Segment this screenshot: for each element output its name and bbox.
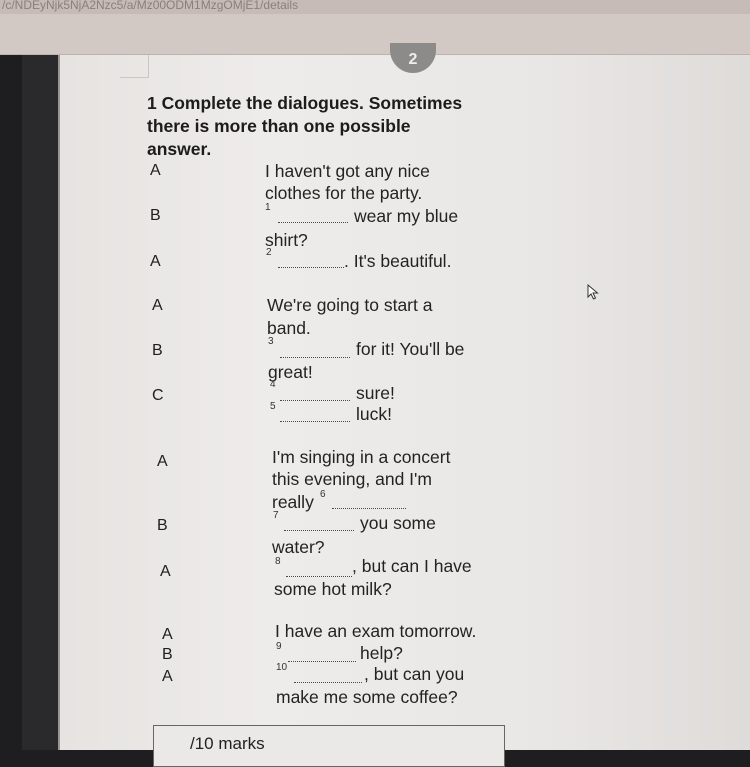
- dialogue-line: I have an exam tomorrow.: [275, 621, 477, 641]
- url-bar[interactable]: [0, 0, 750, 14]
- gap-number: 6: [320, 489, 326, 500]
- speaker-label: B: [152, 342, 163, 359]
- speaker-label: A: [160, 563, 171, 580]
- dialogue-line: band.: [267, 318, 311, 338]
- dialogue-line: water?: [272, 537, 325, 557]
- answer-blank-7[interactable]: [284, 530, 354, 531]
- dialogue-line: We're going to start a: [267, 295, 433, 315]
- speaker-label: B: [162, 646, 173, 663]
- gap-number: 4: [270, 379, 276, 390]
- answer-blank-1[interactable]: [278, 222, 348, 223]
- speaker-label: C: [152, 387, 164, 404]
- dialogue-line: help?: [360, 643, 403, 663]
- speaker-label: A: [152, 297, 163, 314]
- gap-number: 5: [270, 401, 276, 412]
- speaker-label: A: [162, 668, 173, 685]
- page-number-badge: [390, 43, 436, 73]
- instruction-line-1: 1 Complete the dialogues. Sometimes: [147, 93, 463, 113]
- gap-number: 10: [276, 662, 288, 673]
- answer-blank-3[interactable]: [280, 357, 350, 358]
- answer-blank-6[interactable]: [332, 508, 406, 509]
- gap-number: 1: [265, 202, 271, 213]
- gap-number: 2: [266, 247, 272, 258]
- dialogue-line: luck!: [356, 404, 392, 424]
- answer-blank-4[interactable]: [280, 400, 350, 401]
- page-fold-mark: [120, 55, 149, 78]
- answer-blank-10[interactable]: [294, 682, 362, 683]
- gap-number: 7: [273, 510, 279, 521]
- dark-margin: [22, 55, 58, 750]
- speaker-label: B: [157, 517, 168, 534]
- speaker-label: B: [150, 207, 161, 224]
- marks-label: /10 marks: [190, 734, 265, 753]
- dialogue-line: for it! You'll be: [356, 339, 465, 359]
- gap-number: 8: [275, 556, 281, 567]
- url-text: /c/NDEyNjk5NjA2Nzc5/a/Mz00ODM1MzgOMjE1/details: [2, 0, 299, 12]
- gap-number: 3: [268, 336, 274, 347]
- speaker-label: A: [157, 453, 168, 470]
- dialogue-line: great!: [268, 362, 313, 382]
- speaker-label: A: [150, 162, 161, 179]
- instruction-line-2: there is more than one possible: [147, 116, 411, 136]
- dialogue-line: sure!: [356, 383, 395, 403]
- answer-blank-8[interactable]: [286, 576, 352, 577]
- dialogue-line: shirt?: [265, 230, 308, 250]
- answer-blank-9[interactable]: [288, 661, 356, 662]
- dialogue-line: I haven't got any nice: [265, 161, 430, 181]
- dialogue-line: wear my blue: [354, 206, 459, 226]
- speaker-label: A: [150, 253, 161, 270]
- dialogue-line: , but can I have: [352, 556, 472, 576]
- instruction-line-3: answer.: [147, 139, 212, 159]
- dialogue-line: really: [272, 492, 314, 512]
- mouse-pointer-icon: [587, 284, 599, 305]
- dialogue-line: clothes for the party.: [265, 183, 423, 203]
- answer-blank-5[interactable]: [280, 421, 350, 422]
- answer-blank-2[interactable]: [278, 267, 344, 268]
- dialogue-line: some hot milk?: [274, 579, 392, 599]
- dialogue-line: . It's beautiful.: [344, 251, 452, 271]
- dialogue-line: I'm singing in a concert: [272, 447, 451, 467]
- dialogue-line: , but can you: [364, 664, 465, 684]
- dialogue-line: you some: [360, 513, 436, 533]
- page-number: 2: [408, 51, 418, 68]
- browser-toolbar: [0, 14, 750, 55]
- gap-number: 9: [276, 641, 282, 652]
- marks-box: [153, 725, 505, 767]
- dialogue-line: make me some coffee?: [276, 687, 458, 707]
- dialogue-line: this evening, and I'm: [272, 469, 432, 489]
- speaker-label: A: [162, 626, 173, 643]
